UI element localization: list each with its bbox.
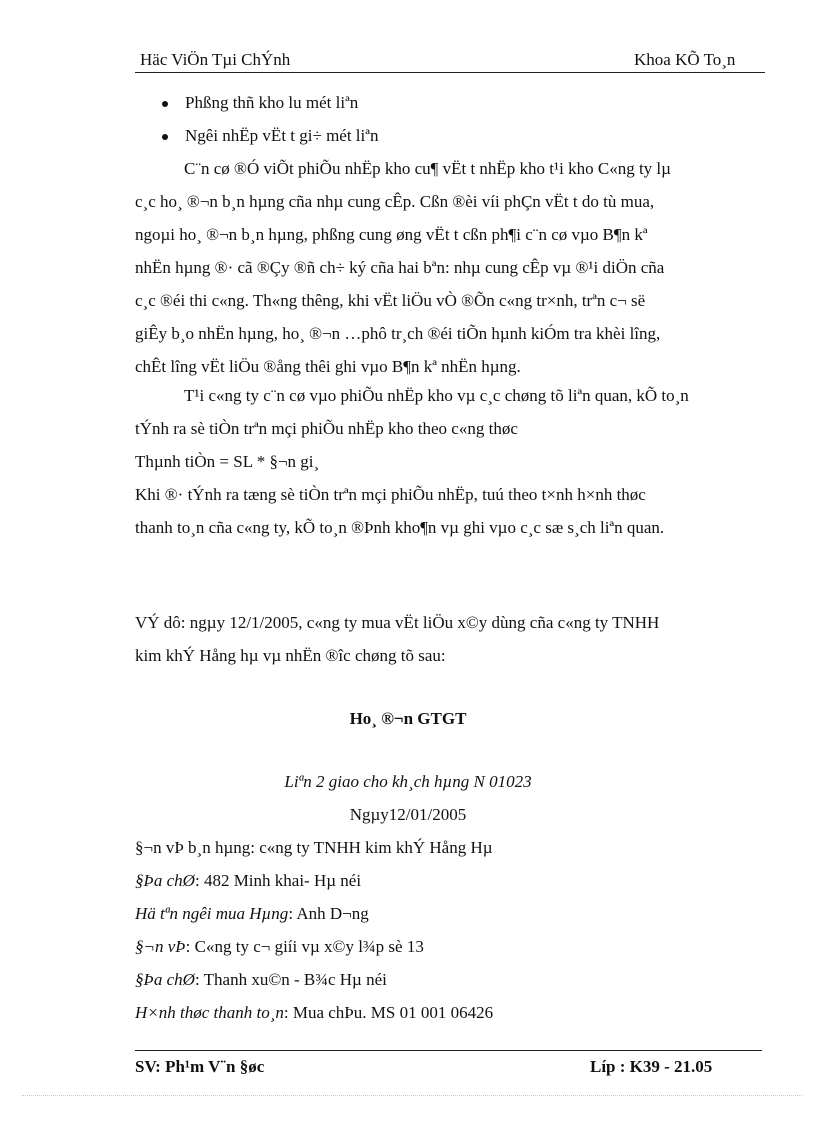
paragraph-line: T¹i c«ng ty c¨n cø vµo phiÕu nhËp kho vµ c¸c chøng tõ liªn quan, kÕ to¸n bbox=[184, 386, 689, 405]
seller-address-value: : 482 Minh khai- Hµ néi bbox=[194, 871, 362, 890]
invoice-title: Ho¸ ®¬n GTGT bbox=[349, 709, 467, 728]
seller-label: §¬n vÞ b¸n hµng: c«ng ty TNHH kim khÝ Hång Hµ bbox=[135, 838, 493, 857]
paragraph-line: thanh to¸n cña c«ng ty, kÕ to¸n ®Þnh kho¶n vµ ghi vµo c¸c sæ s¸ch liªn quan. bbox=[135, 518, 665, 537]
invoice-date: Ngµy12/01/2005 bbox=[349, 805, 467, 824]
seller-address-line bbox=[135, 871, 361, 891]
example-line: kim khÝ Hång hµ vµ nhËn ®îc chøng tõ sau: bbox=[135, 646, 446, 665]
bullet-item: Phßng thñ kho lu mét liªn bbox=[185, 93, 359, 112]
buyer-address-value: : Thanh xu©n - B¾c Hµ néi bbox=[194, 970, 387, 989]
bullet-dot bbox=[162, 101, 168, 107]
paragraph-line: C¨n cø ®Ó viÕt phiÕu nhËp kho cu¶ vËt t nhËp kho t¹i kho C«ng ty lµ bbox=[184, 159, 671, 178]
paragraph-line: tÝnh ra sè tiÒn trªn mçi phiÕu nhËp kho theo c«ng thøc bbox=[135, 419, 518, 438]
buyer-address-line bbox=[135, 970, 387, 990]
paragraph-line: c¸c ®éi thi c«ng. Th«ng thêng, khi vËt liÖu vÒ ®Õn c«ng tr×nh, trªn c¬ së bbox=[135, 291, 646, 310]
bullet-dot bbox=[162, 134, 168, 140]
header-rule bbox=[135, 72, 765, 73]
payment-method-line bbox=[135, 1003, 493, 1023]
payment-method-label: H×nh thøc thanh to¸n bbox=[135, 1003, 284, 1022]
footer-student: SV: Ph¹m V¨n §øc bbox=[135, 1057, 265, 1076]
header-department: Khoa KÕ To¸n bbox=[634, 50, 736, 69]
footer-class: Líp : K39 - 21.05 bbox=[590, 1057, 713, 1076]
buyer-name-label: Hä tªn ngêi mua Hµng bbox=[135, 904, 289, 923]
paragraph-line: Khi ®· tÝnh ra tæng sè tiÒn trªn mçi phiÕu nhËp, tuú theo t×nh h×nh thøc bbox=[135, 485, 646, 504]
buyer-name-line bbox=[135, 904, 369, 924]
paragraph-line: ngoµi ho¸ ®¬n b¸n hµng, phßng cung øng vËt t cßn ph¶i c¨n cø vµo B¶n kª bbox=[135, 225, 648, 244]
footer-rule bbox=[135, 1050, 762, 1051]
buyer-unit-value: : C«ng ty c¬ giíi vµ x©y l¾p sè 13 bbox=[185, 937, 424, 956]
paragraph-line: c¸c ho¸ ®¬n b¸n hµng cña nhµ cung cÊp. Cßn ®èi víi phÇn vËt t do tù mua, bbox=[135, 192, 655, 211]
buyer-unit-line bbox=[135, 937, 424, 957]
buyer-address-label: §Þa chØ bbox=[135, 970, 195, 989]
seller-address-label: §Þa chØ bbox=[135, 871, 195, 890]
example-line: VÝ dô: ngµy 12/1/2005, c«ng ty mua vËt liÖu x©y dùng cña c«ng ty TNHH bbox=[135, 613, 660, 632]
buyer-name-value: : Anh D¬ng bbox=[288, 904, 369, 923]
paragraph-line: nhËn hµng ®· cã ®Çy ®ñ ch÷ ký cña hai bªn: nhµ cung cÊp vµ ®¹i diÖn cña bbox=[135, 258, 665, 277]
header-institution: Häc ViÖn Tµi ChÝnh bbox=[140, 50, 291, 69]
paragraph-line: chÊt lîng vËt liÖu ®ång thêi ghi vµo B¶n kª nhËn hµng. bbox=[135, 357, 521, 376]
paragraph-line: giÊy b¸o nhËn hµng, ho¸ ®¬n …phô tr¸ch ®éi tiÕn hµnh kiÓm tra khèi lîng, bbox=[135, 324, 661, 343]
buyer-unit-label: §¬n vÞ bbox=[135, 937, 186, 956]
invoice-copy-line: Liªn 2 giao cho kh¸ch hµng N 01023 bbox=[284, 772, 532, 791]
payment-method-value: : Mua chÞu. MS 01 001 06426 bbox=[283, 1003, 494, 1022]
bullet-item: Ngêi nhËp vËt t gi÷ mét liªn bbox=[185, 126, 379, 145]
formula-line: Thµnh tiÒn = SL * §¬n gi¸ bbox=[135, 452, 320, 471]
page-bottom-dotted-edge bbox=[22, 1095, 802, 1096]
seller-line bbox=[135, 838, 493, 858]
